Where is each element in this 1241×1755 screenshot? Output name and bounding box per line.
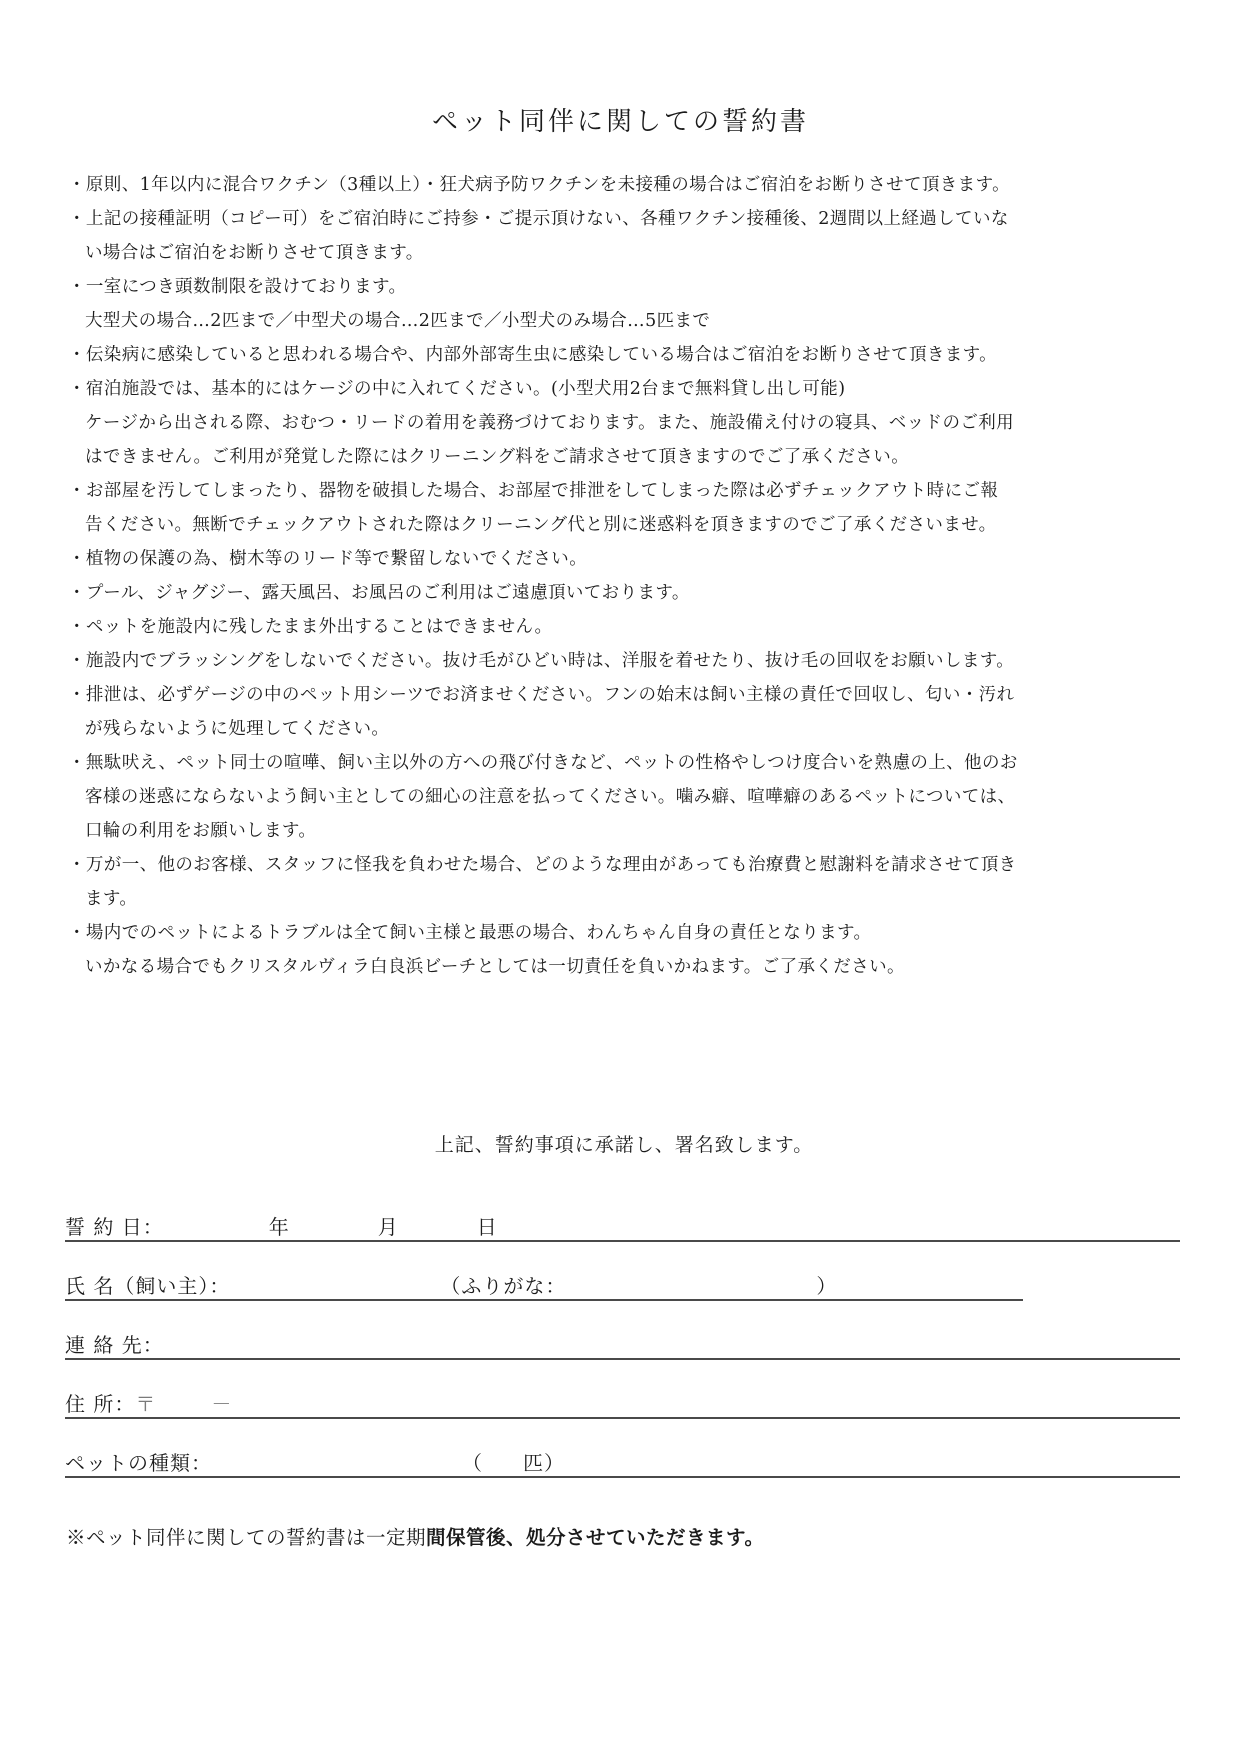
pet-count-open-paren: （ (462, 1451, 483, 1475)
furigana-close-paren: ） (816, 1274, 838, 1298)
pet-type-row (65, 1444, 1180, 1478)
pet-count-unit: 匹） (523, 1451, 565, 1475)
rule-item (68, 168, 1188, 202)
rule-item (68, 848, 1188, 916)
rule-line: ・ペットを施設内に残したまま外出することはできません。 (68, 617, 553, 637)
rule-item (68, 746, 1188, 848)
rule-line: ・プール、ジャグジー、露天風呂、お風呂のご利用はご遠慮頂いております。 (68, 583, 690, 603)
pledge-date-row (65, 1208, 1180, 1242)
month-suffix: 月 (377, 1215, 399, 1239)
retention-note-normal: ※ペット同伴に関しての誓約書は一定期 (66, 1526, 427, 1549)
rule-line: ・上記の接種証明（コピー可）をご宿泊時にご持参・ご提示頂けない、各種ワクチン接種後、2週間以上経過していな (68, 209, 1009, 229)
rule-line: ます。 (85, 889, 138, 909)
rule-item (68, 338, 1188, 372)
rule-item (68, 202, 1188, 270)
acknowledgement-statement: 上記、誓約事項に承諾し、署名致します。 (434, 1134, 814, 1156)
day-suffix: 日 (476, 1215, 498, 1239)
pet-type-label: ペットの種類： (65, 1451, 212, 1475)
signature-form (65, 1208, 1180, 1503)
rule-line: 大型犬の場合…2匹まで／中型犬の場合…2匹まで／小型犬のみ場合…5匹まで (85, 311, 711, 331)
address-row (65, 1385, 1180, 1419)
address-label: 住 所： (65, 1392, 136, 1416)
rule-item (68, 678, 1188, 746)
pledge-date-year-field[interactable] (164, 1208, 269, 1240)
rule-item (68, 916, 1188, 984)
pet-type-field[interactable] (212, 1444, 462, 1476)
rule-line: はできません。ご利用が発覚した際にはクリーニング料をご請求させて頂きますのでご了承ください。 (85, 447, 910, 467)
page-title: ペット同伴に関しての誓約書 (431, 107, 809, 138)
rule-item (68, 542, 1188, 576)
owner-name-label: 氏 名（飼い主）： (65, 1274, 231, 1298)
furigana-field[interactable] (566, 1267, 816, 1299)
rule-item (68, 372, 1188, 474)
rule-line: ・宿泊施設では、基本的にはケージの中に入れてください。(小型犬用2台まで無料貸し出し可能) (68, 379, 846, 399)
rule-item (68, 576, 1188, 610)
postal-mark: 〒 (135, 1392, 157, 1416)
rule-line: ・万が一、他のお客様、スタッフに怪我を負わせた場合、どのような理由があっても治療費と慰謝料を請求させて頂き (68, 855, 1017, 875)
contact-row (65, 1326, 1180, 1360)
rule-item (68, 610, 1188, 644)
year-suffix: 年 (268, 1215, 290, 1239)
rule-line: ・伝染病に感染していると思われる場合や、内部外部寄生虫に感染している場合はご宿泊をお断りさせて頂きます。 (68, 345, 998, 365)
retention-note (66, 1522, 1178, 1550)
rule-item (68, 644, 1188, 678)
rule-line: ・植物の保護の為、樹木等のリード等で繋留しないでください。 (68, 549, 588, 569)
rule-line: ・施設内でブラッシングをしないでください。抜け毛がひどい時は、洋服を着せたり、抜け毛の回収をお願いします。 (68, 651, 1015, 671)
rule-line: 告ください。無断でチェックアウトされた際はクリーニング代と別に迷惑料を頂きますのでご了承くださいませ。 (85, 515, 997, 535)
rule-line: 客様の迷惑にならないよう飼い主としての細心の注意を払ってください。噛み癖、喧嘩癖のあるペットについては、 (85, 787, 1016, 807)
rule-item (68, 270, 1188, 338)
owner-name-row (65, 1267, 1023, 1301)
rule-line: ・原則、1年以内に混合ワクチン（3種以上）・狂犬病予防ワクチンを未接種の場合はご宿泊をお断りさせて頂きます。 (68, 175, 1010, 195)
postal-code-field-1[interactable] (156, 1385, 211, 1417)
rule-line: いかなる場合でもクリスタルヴィラ白良浜ビーチとしては一切責任を負いかねます。ご了承ください。 (85, 957, 905, 977)
rule-line: ケージから出される際、おむつ・リードの着用を義務づけております。また、施設備え付けの寝具、ベッドのご利用 (85, 413, 1015, 433)
rules-list (68, 168, 1188, 984)
rule-line: 口輪の利用をお願いします。 (85, 821, 317, 841)
rule-line: ・一室につき頭数制限を設けております。 (68, 277, 407, 297)
pet-count-field[interactable] (483, 1444, 523, 1476)
rule-line: ・お部屋を汚してしまったり、器物を破損した場合、お部屋で排泄をしてしまった際は必ずチェックアウト時にご報 (68, 481, 999, 501)
rule-item (68, 474, 1188, 542)
rule-line: い場合はご宿泊をお断りさせて頂きます。 (85, 243, 424, 263)
pledge-date-label: 誓 約 日： (65, 1215, 164, 1239)
rule-line: ・無駄吠え、ペット同士の喧嘩、飼い主以外の方への飛び付きなど、ペットの性格やしつけ度合いを熟慮の上、他のお (68, 753, 1018, 773)
address-field[interactable] (232, 1385, 1062, 1417)
pledge-date-month-field[interactable] (290, 1208, 378, 1240)
furigana-label: （ふりがな： (440, 1274, 567, 1298)
retention-note-bold: 間保管後、処分させていただきます。 (426, 1526, 765, 1549)
postal-code-separator: － (211, 1392, 233, 1416)
rule-line: ・場内でのペットによるトラブルは全て飼い主様と最悪の場合、わんちゃん自身の責任となります。 (68, 923, 872, 943)
rule-line: ・排泄は、必ずゲージの中のペット用シーツでお済ませください。フンの始末は飼い主様の責任で回収し、匂い・汚れ (68, 685, 1015, 705)
rule-line: が残らないように処理してください。 (85, 719, 390, 739)
contact-field[interactable] (164, 1326, 1064, 1358)
owner-name-field[interactable] (230, 1267, 440, 1299)
contact-label: 連 絡 先： (65, 1333, 164, 1357)
pledge-date-day-field[interactable] (399, 1208, 477, 1240)
